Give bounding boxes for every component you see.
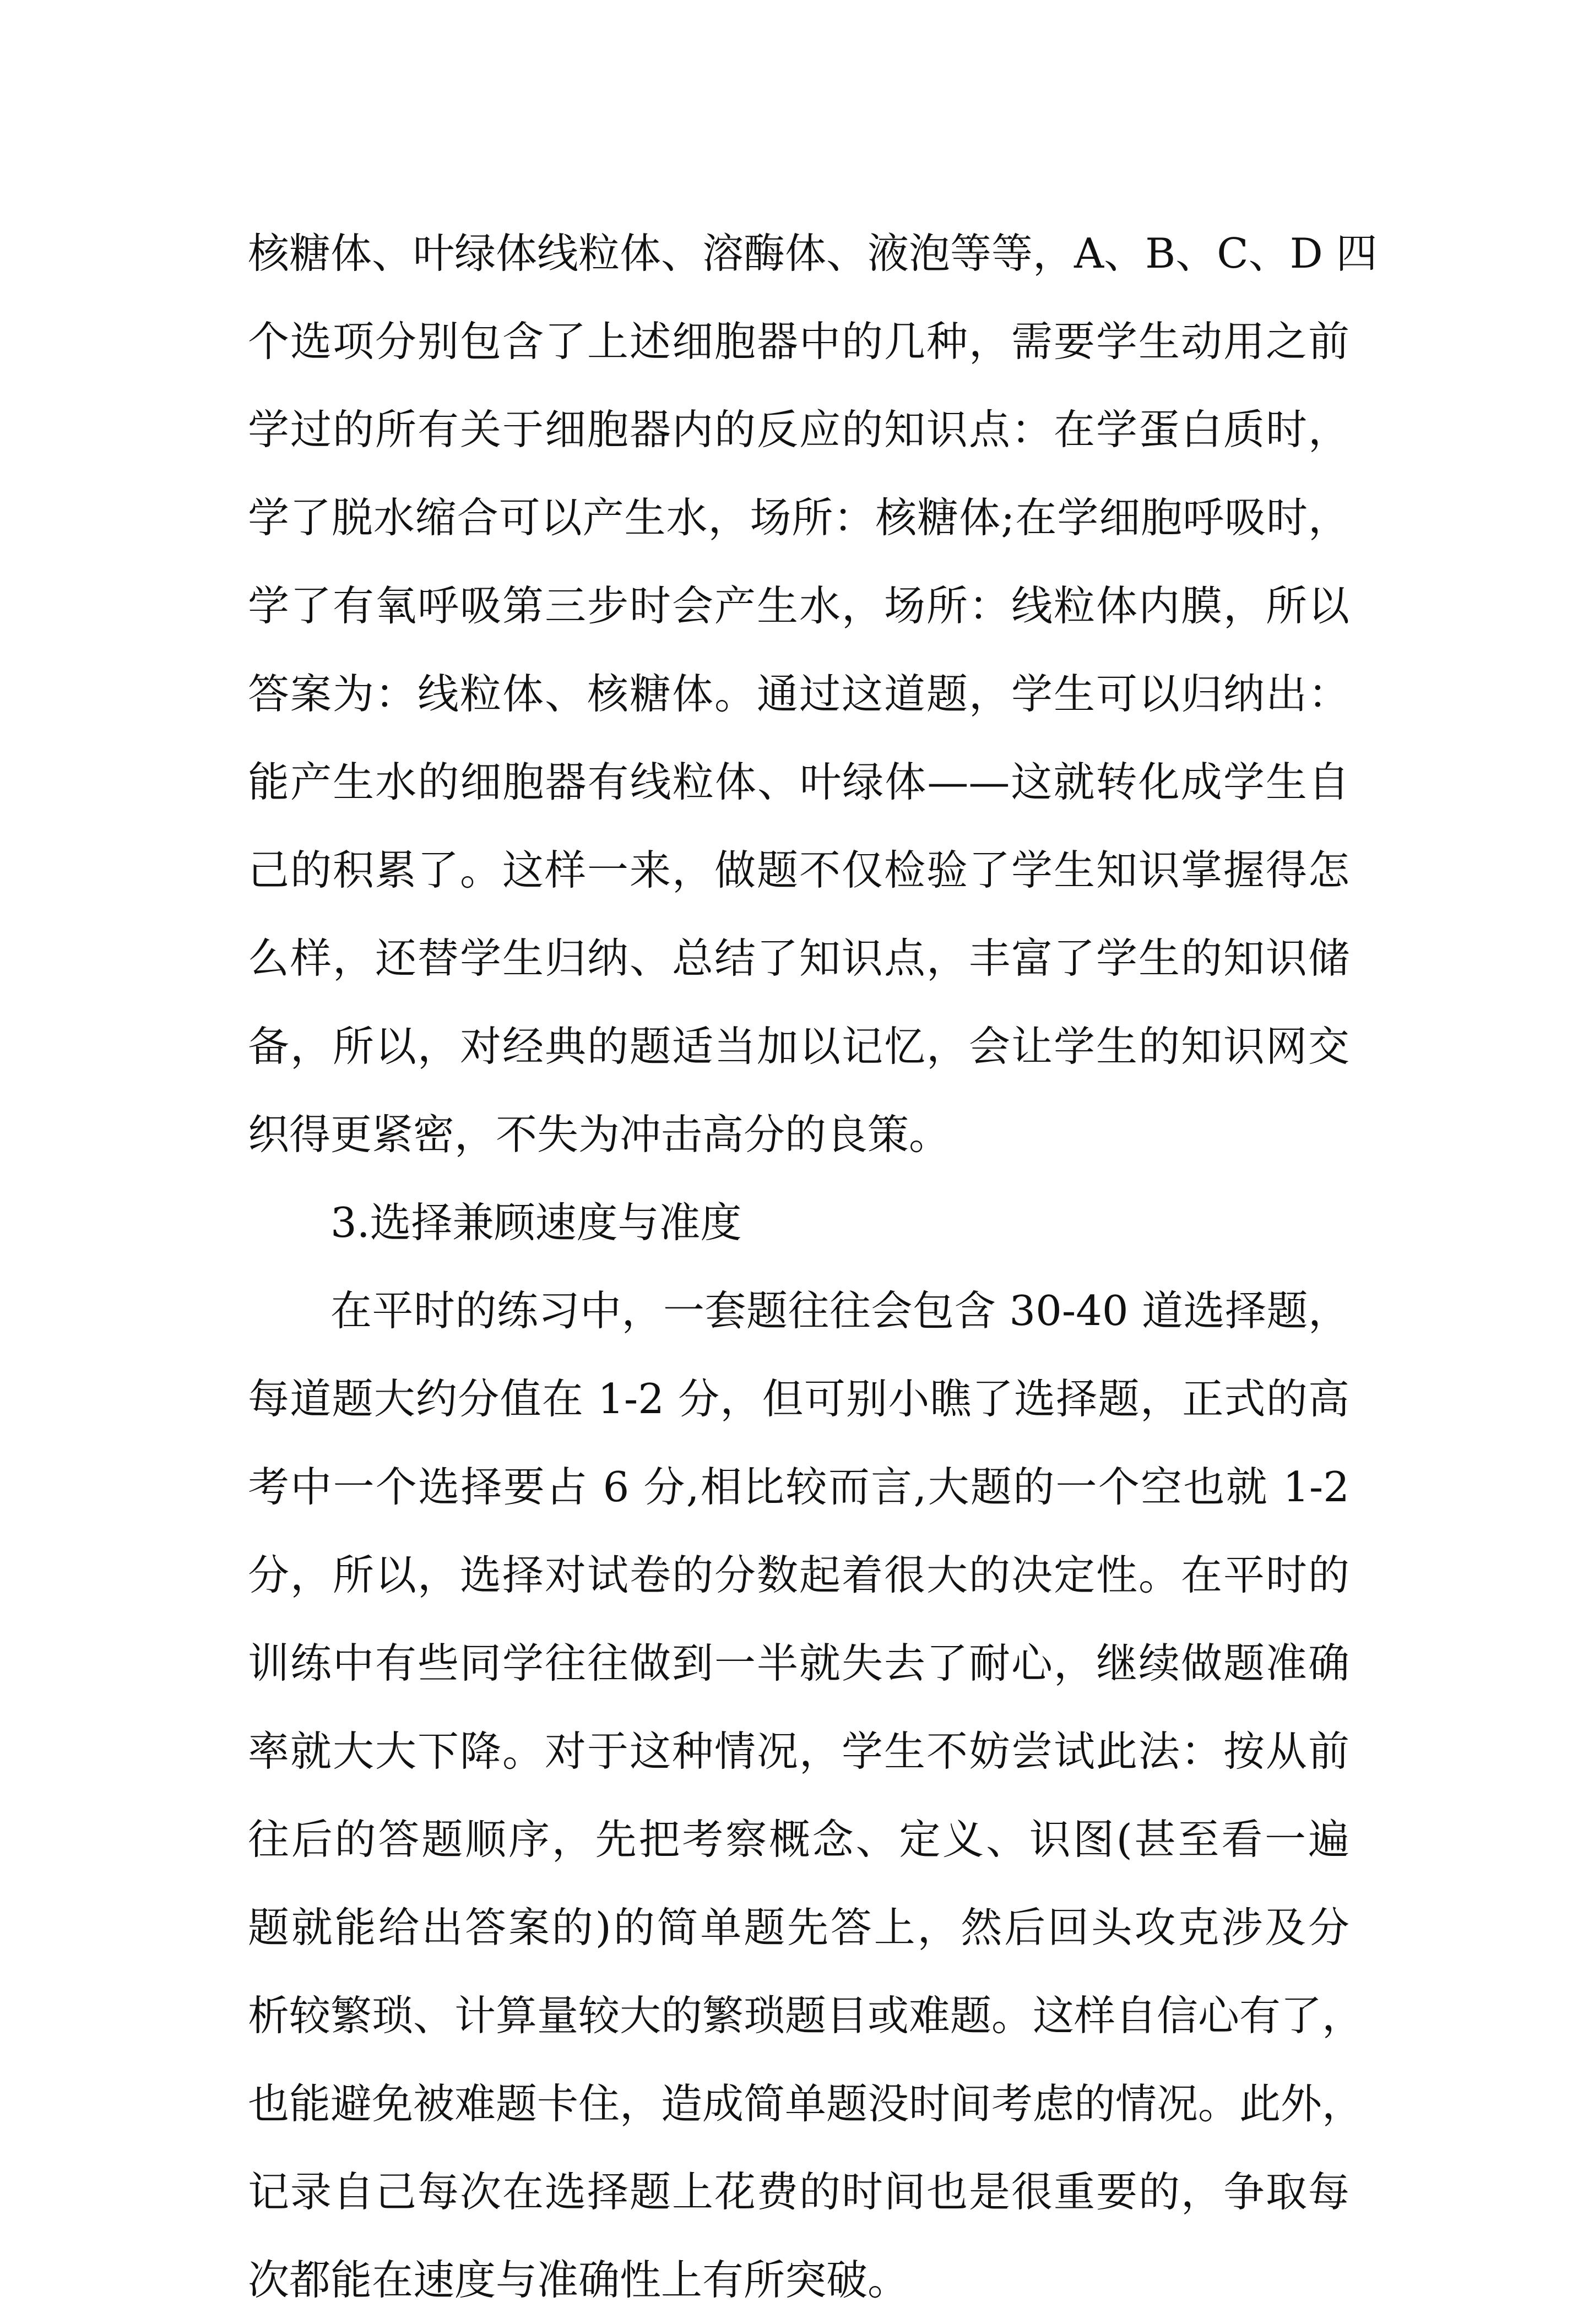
- text-line: 织得更紧密，不失为冲击高分的良策。: [248, 1110, 951, 1159]
- text-line: 己的积累了。这样一来，做题不仅检验了学生知识掌握得怎: [248, 846, 1349, 894]
- paragraph-selection-strategy: [248, 1267, 1364, 2324]
- text-line: 在平时的练习中，一套题往往会包含 30-40 道选择题，: [330, 1286, 1349, 1335]
- text-line: 学过的所有关于细胞器内的反应的知识点：在学蛋白质时，: [248, 405, 1349, 454]
- text-line: 每道题大约分值在 1-2 分，但可别小瞧了选择题，正式的高: [248, 1375, 1349, 1423]
- text-line: 率就大大下降。对于这种情况，学生不妨尝试此法：按从前: [248, 1727, 1349, 1775]
- text-line: 考中一个选择要占 6 分,相比较而言,大题的一个空也就 1-2: [248, 1463, 1349, 1511]
- text-line: 次都能在速度与准确性上有所突破。: [248, 2256, 909, 2304]
- text-line: 训练中有些同学往往做到一半就失去了耐心，继续做题准确: [248, 1639, 1349, 1687]
- text-line: 分，所以，选择对试卷的分数起着很大的决定性。在平时的: [248, 1551, 1349, 1599]
- text-line: 么样，还替学生归纳、总结了知识点，丰富了学生的知识储: [248, 934, 1349, 982]
- text-line: 记录自己每次在选择题上花费的时间也是很重要的，争取每: [248, 2168, 1349, 2216]
- text-line: 个选项分别包含了上述细胞器中的几种，需要学生动用之前: [248, 317, 1349, 366]
- text-line: 往后的答题顺序，先把考察概念、定义、识图(甚至看一遍: [248, 1815, 1349, 1864]
- section-heading: 3.选择兼顾速度与准度: [330, 1198, 742, 1247]
- text-line: 核糖体、叶绿体线粒体、溶酶体、液泡等等，A、B、C、D 四: [248, 229, 1378, 278]
- text-line: 也能避免被难题卡住，造成简单题没时间考虑的情况。此外，: [248, 2079, 1364, 2128]
- text-line: 析较繁琐、计算量较大的繁琐题目或难题。这样自信心有了，: [248, 1991, 1364, 2040]
- text-line: 学了脱水缩合可以产生水，场所：核糖体;在学细胞呼吸时，: [248, 493, 1349, 542]
- text-line: 答案为：线粒体、核糖体。通过这道题，学生可以归纳出：: [248, 670, 1349, 718]
- text-line: 能产生水的细胞器有线粒体、叶绿体——这就转化成学生自: [248, 758, 1349, 806]
- text-line: 题就能给出答案的)的简单题先答上，然后回头攻克涉及分: [248, 1903, 1349, 1952]
- document-body: [248, 209, 1378, 2324]
- text-line: 学了有氧呼吸第三步时会产生水，场所：线粒体内膜，所以: [248, 582, 1349, 630]
- paragraph-continuation: [248, 209, 1378, 1179]
- text-line: 备，所以，对经典的题适当加以记忆，会让学生的知识网交: [248, 1022, 1349, 1071]
